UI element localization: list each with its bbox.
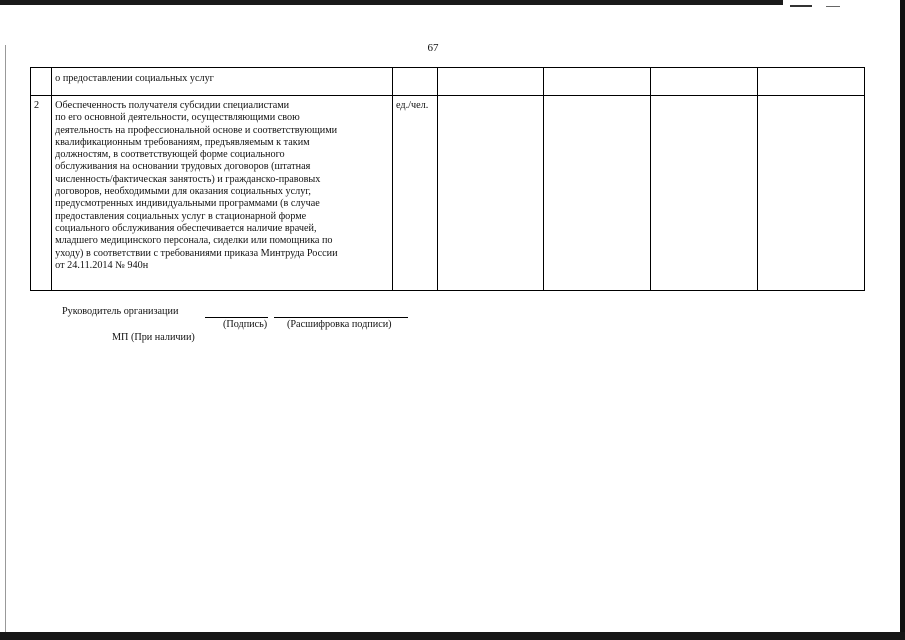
stamp-label: МП (При наличии) bbox=[112, 332, 195, 343]
value-cell bbox=[651, 68, 758, 96]
value-cell bbox=[758, 96, 865, 291]
table-row bbox=[31, 96, 865, 291]
description-cell bbox=[52, 96, 393, 291]
description-line: должностям, в соответствующей форме социального bbox=[55, 149, 285, 161]
description-line: квалификационным требованиям, предъявляемым к таким bbox=[55, 136, 310, 148]
signature-caption: (Подпись) bbox=[223, 319, 268, 330]
decoding-caption: (Расшифровка подписи) bbox=[287, 319, 392, 330]
value-cell bbox=[438, 68, 544, 96]
value-cell bbox=[651, 96, 758, 291]
description-line: по его основной деятельности, осуществляющими свою bbox=[55, 112, 300, 124]
scan-top-bar bbox=[0, 0, 783, 5]
description-line: договоров, необходимыми для оказания социальных услуг, bbox=[55, 186, 311, 198]
signature-line bbox=[205, 317, 268, 318]
scan-bottom-bar bbox=[0, 632, 905, 640]
description-cell bbox=[52, 68, 393, 96]
description-line: от 24.11.2014 № 940н bbox=[55, 259, 149, 271]
scan-left-edge bbox=[5, 45, 6, 635]
description-line: о предоставлении социальных услуг bbox=[55, 73, 214, 84]
description-line: Обеспеченность получателя субсидии специалистами bbox=[55, 100, 290, 111]
description-line: младшего медицинского персонала, сиделки или помощника по bbox=[55, 235, 333, 247]
table-row bbox=[31, 68, 865, 96]
decoding-line bbox=[274, 317, 408, 318]
value-cell bbox=[438, 96, 544, 291]
description-line: социального обслуживания обеспечивается наличие врачей, bbox=[55, 222, 317, 234]
row-number-cell bbox=[31, 68, 52, 96]
description-line: предоставления социальных услуг в стационарной форме bbox=[55, 210, 307, 222]
page-number: 67 bbox=[427, 42, 439, 54]
indicators-table bbox=[30, 67, 865, 291]
scan-top-dash bbox=[790, 5, 812, 7]
unit-cell bbox=[393, 68, 438, 96]
value-cell bbox=[544, 68, 651, 96]
value-cell bbox=[758, 68, 865, 96]
value-cell bbox=[544, 96, 651, 291]
description-line: деятельность на профессиональной основе и соответствующими bbox=[55, 124, 338, 136]
scan-top-dash bbox=[826, 6, 840, 7]
scan-right-edge bbox=[900, 0, 905, 640]
description-line: обслуживания на основании трудовых договоров (штатная bbox=[55, 161, 311, 173]
description-line: уходу) в соответствии с требованиями приказа Минтруда России bbox=[55, 247, 338, 259]
head-of-organization-label: Руководитель организации bbox=[62, 306, 179, 317]
unit-cell: ед./чел. bbox=[393, 96, 438, 291]
description-line: предусмотренных индивидуальными программами (в случае bbox=[55, 198, 320, 210]
description-line: численность/фактическая занятость) и гражданско-правовых bbox=[55, 173, 321, 185]
row-number-cell: 2 bbox=[31, 96, 52, 291]
